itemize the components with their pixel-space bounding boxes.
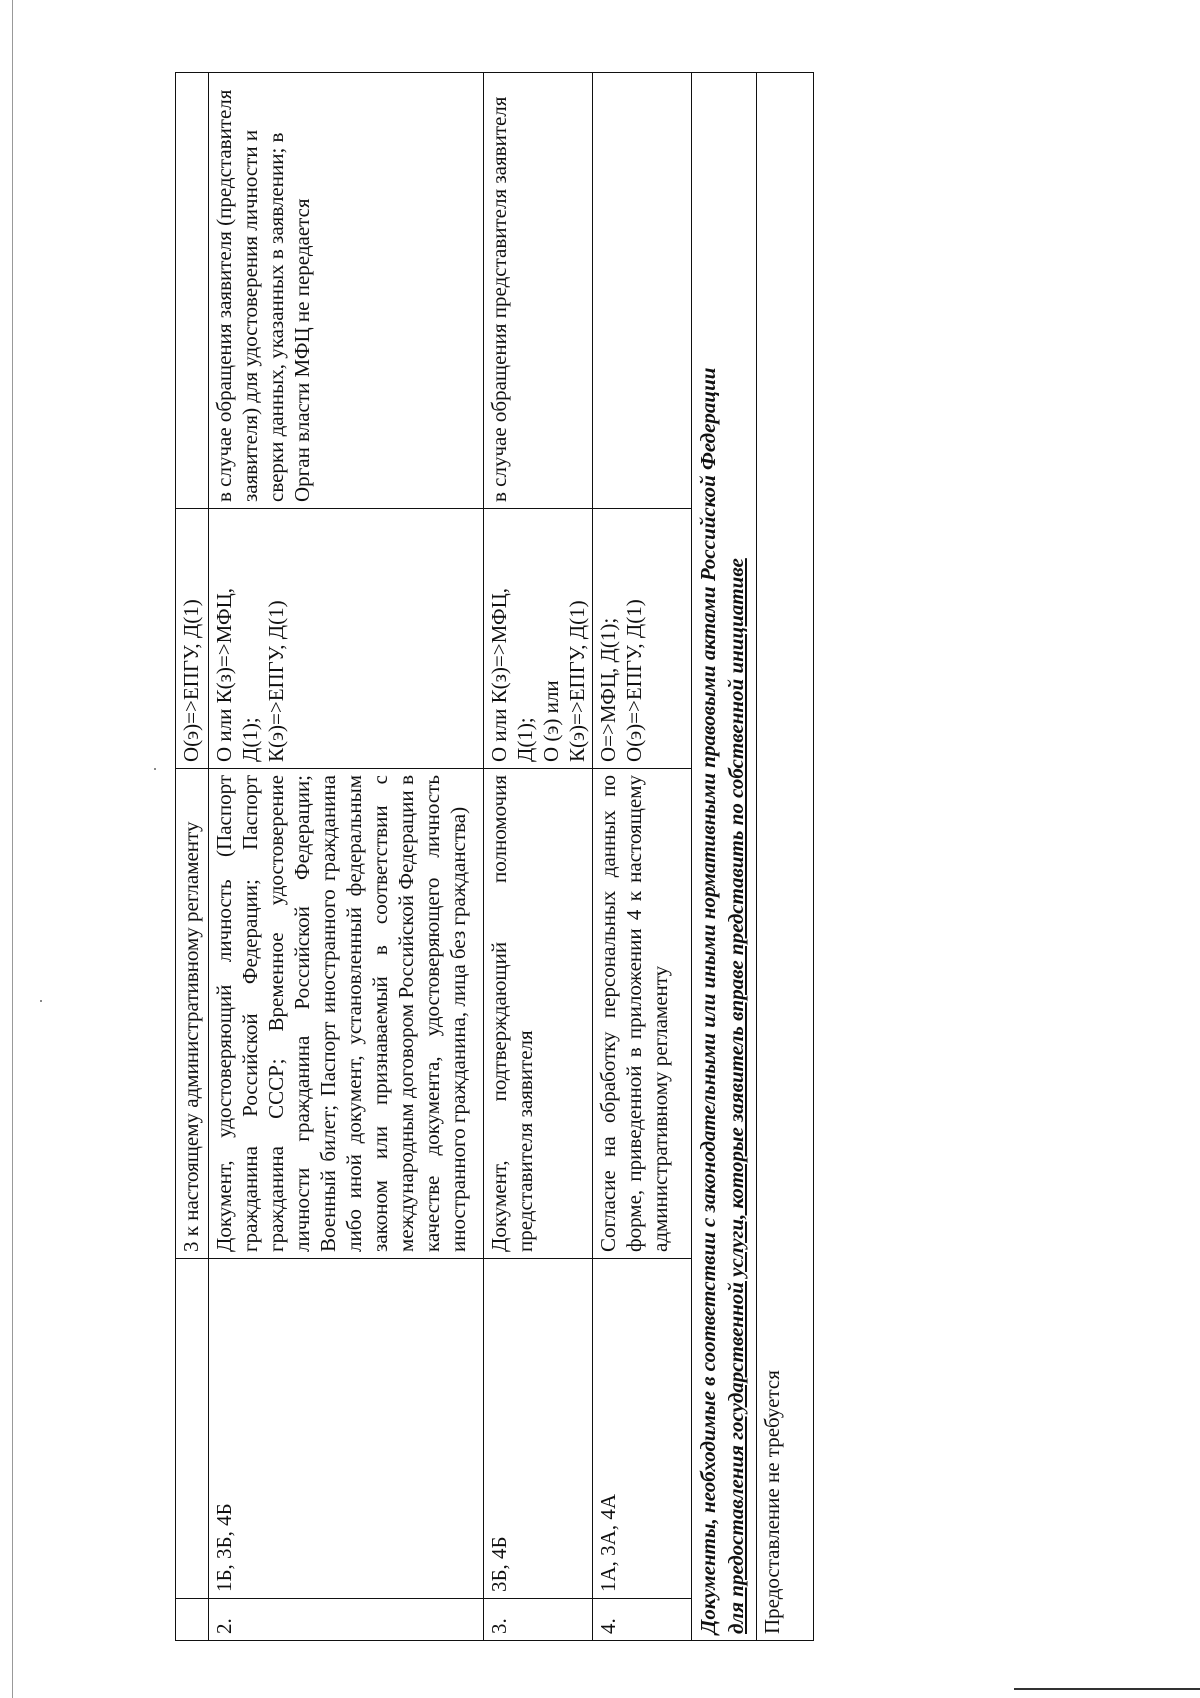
section-heading-line-2: для предоставления государственной услуги, которые заявитель вправе представить по собственной инициативе (724, 558, 748, 1634)
submission-cell (593, 509, 692, 769)
scan-corner-line (1014, 1688, 1200, 1690)
submission-line: Д(1); (238, 717, 262, 762)
table-row (593, 73, 692, 1641)
submission-line: Д(1); (513, 717, 537, 762)
table-row (176, 73, 209, 1641)
requirement-cell: 3 к настоящему административному регламенту (176, 769, 209, 1259)
submission-line: О или К(з)=>МФЦ, (487, 588, 511, 762)
submission-line: К(э)=>ЕПГУ, Д(1) (264, 600, 288, 762)
document-cell: Согласие на обработку персональных данных по форме, приведенной в приложении 4 к настоящему административному регламенту (593, 769, 692, 1259)
table-cell (176, 1599, 209, 1641)
submission-line: О(э)=>ЕПГУ, Д(1) (622, 599, 646, 762)
documents-table (175, 72, 814, 1641)
scan-edge-line (12, 0, 13, 1698)
submission-line: О (э) или (539, 680, 563, 762)
submission-cell: О(э)=>ЕПГУ, Д(1) (176, 509, 209, 769)
notes-cell (593, 73, 692, 509)
table-row (757, 73, 814, 1641)
notes-cell (176, 73, 209, 509)
scan-dot (154, 768, 156, 770)
notes-cell: в случае обращения заявителя (представителя заявителя) для удостоверения личности и сверки данных, указанных в заявлении; в Орган власти МФЦ не передается (209, 73, 484, 509)
section-heading-line-1: Документы, необходимые в соответствии с законодательными или иными нормативными правовыми актами Российской Федерации (696, 367, 720, 1634)
submission-line: К(э)=>ЕПГУ, Д(1) (565, 600, 589, 762)
section-heading (692, 73, 757, 1641)
section-heading-row (692, 73, 757, 1641)
submission-cell (484, 509, 593, 769)
notes-cell: в случае обращения представителя заявителя (484, 73, 593, 509)
table-row (484, 73, 593, 1641)
document-cell: Документ, удостоверяющий личность (Паспорт гражданина Российской Федерации; Паспорт гражданина СССР; Временное удостоверение личности гражданина Российской Федерации; Военный билет; Паспорт иностранного гражданина либо иной документ, установленный федеральным законом или признаваемый в соответствии с международным договором Российской Федерации в качестве документа, удостоверяющего личность иностранного гражданина, лица без гражданства) (209, 769, 484, 1259)
submission-cell (209, 509, 484, 769)
categories-cell: 1А, 3А, 4А (593, 1259, 692, 1599)
table-row (209, 73, 484, 1641)
document-cell: Документ, подтверждающий полномочия представителя заявителя (484, 769, 593, 1259)
final-row-cell: Предоставление не требуется (757, 73, 814, 1641)
rotated-table-block (175, 73, 832, 1641)
row-number: 2. (209, 1599, 484, 1641)
table-cell (176, 1259, 209, 1599)
submission-line: О=>МФЦ, Д(1); (596, 617, 620, 762)
scan-dot (40, 1000, 42, 1002)
submission-line: О или К(з)=>МФЦ, (212, 588, 236, 762)
categories-cell: 3Б, 4Б (484, 1259, 593, 1599)
row-number: 4. (593, 1599, 692, 1641)
categories-cell: 1Б, 3Б, 4Б (209, 1259, 484, 1599)
row-number: 3. (484, 1599, 593, 1641)
